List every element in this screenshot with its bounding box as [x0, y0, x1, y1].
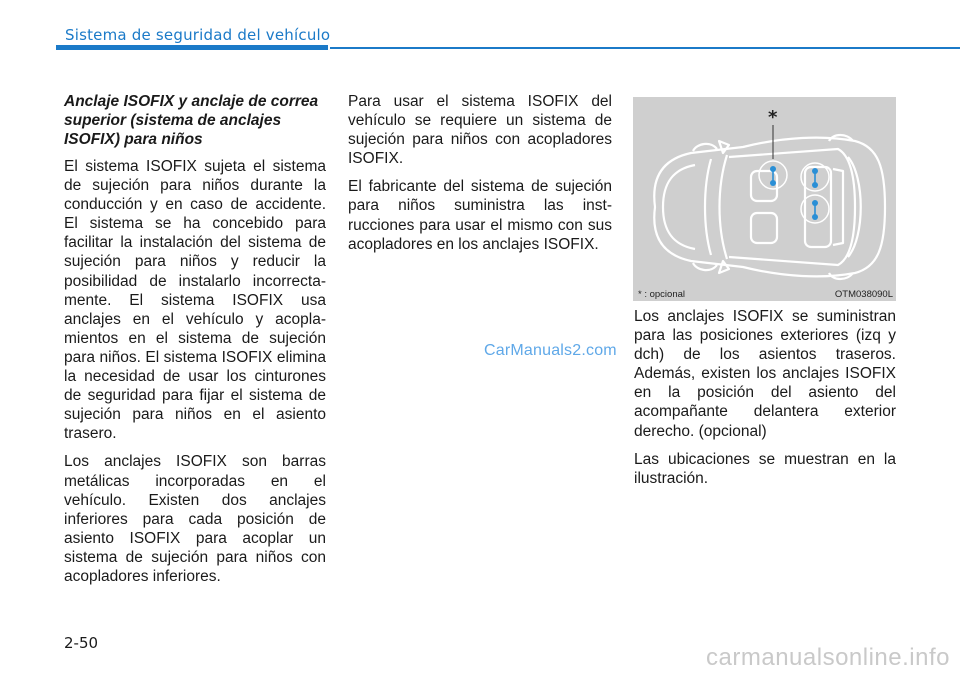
header-rule-thick — [56, 45, 328, 50]
paragraph: El sistema ISOFIX sujeta el sistema de sujeción para niños durante la conducción y en caso de accidente. El sistema se ha concebido para facilitar la instalación del sistema de sujeción para niños y reducir la posibilidad de instalarlo incorrecta-mente. El sistema ISOFIX usa anclajes en el vehículo y acopla-mientos en el sistema de sujeción para niños. El sistema ISOFIX elimina la necesidad de usar los cinturones de seguridad para fijar el sistema de sujeción para niños en el asiento trasero. — [64, 158, 326, 443]
text-column-1 — [64, 92, 326, 595]
watermark-link[interactable]: CarManuals2.com — [484, 342, 617, 359]
paragraph: El fabricante del sistema de sujeción para niños suministra las inst-rucciones para usar el mismo con sus acopladores en los anclajes ISOFIX. — [348, 178, 612, 253]
header-rule-thin — [330, 47, 960, 49]
car-isofix-illustration — [633, 97, 896, 301]
paragraph: Los anclajes ISOFIX son barras metálicas incorporadas en el vehículo. Existen dos anclajes inferiores para cada posición de asiento ISOFIX para acoplar un sistema de sujeción para niños con acopladores inferiores. — [64, 453, 326, 585]
car-top-view-image — [633, 97, 896, 301]
paragraph: Las ubicaciones se muestran en la ilustración. — [634, 450, 896, 487]
asterisk-marker: * — [768, 107, 778, 128]
text-column-2 — [348, 92, 612, 263]
watermark-footer: carmanualsonline.info — [706, 644, 950, 671]
section-header: Sistema de seguridad del vehículo — [65, 26, 331, 44]
figure-code: OTM038090L — [834, 289, 893, 300]
page-number: 2-50 — [64, 634, 99, 652]
paragraph: Para usar el sistema ISOFIX del vehículo se requiere un sistema de sujeción para niños con acopladores ISOFIX. — [348, 93, 612, 168]
figure-caption-note: * : opcional — [638, 289, 686, 300]
subheading: Anclaje ISOFIX y anclaje de correa superior (sistema de anclajes ISOFIX) para niños — [64, 93, 319, 148]
text-column-3 — [634, 307, 896, 497]
paragraph: Los anclajes ISOFIX se suministran para las posiciones exteriores (izq y dch) de los asientos traseros. Además, existen los anclajes ISOFIX en la posición del asiento del acompañante delantera exterior derecho. (opcional) — [634, 308, 896, 440]
